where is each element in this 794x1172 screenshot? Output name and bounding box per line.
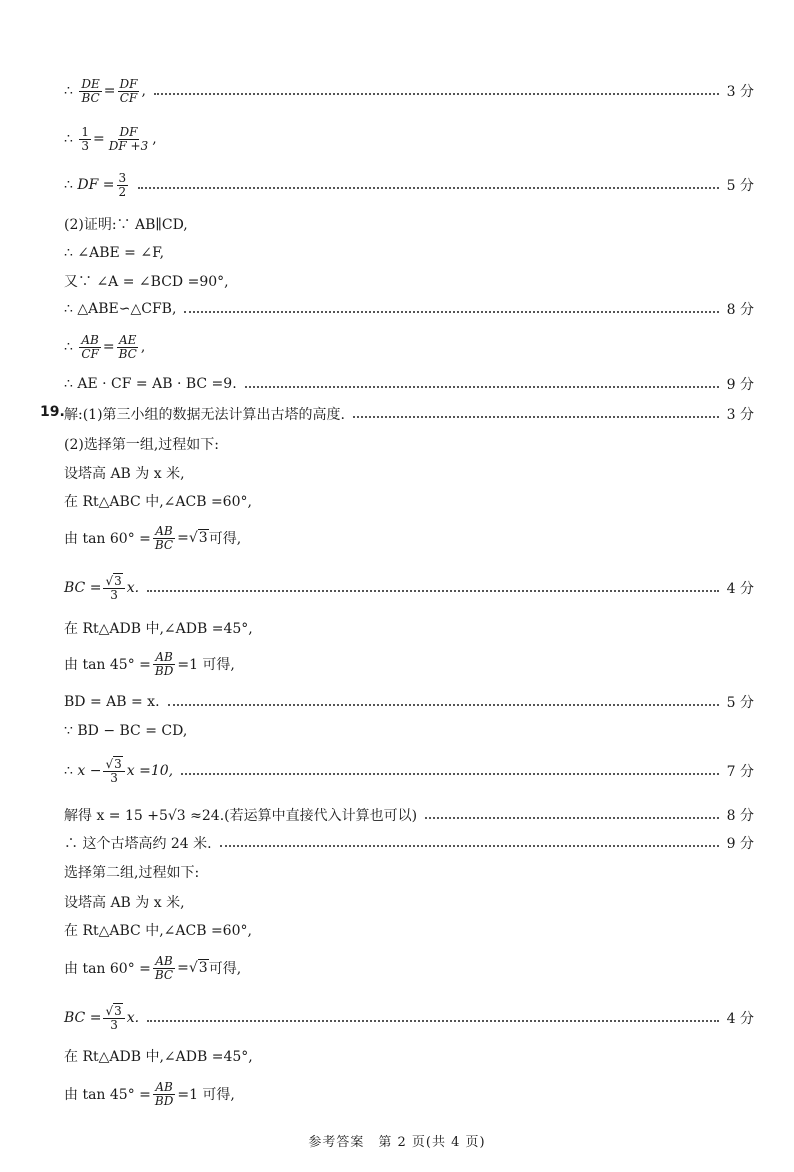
solution-line-20: ∴ x − $\frac{√3}{3}$ x =10, 7 分: [64, 756, 754, 785]
solution-line-24: 设塔高 AB 为 x 米,: [64, 895, 185, 911]
solution-line-4: (2)证明:∵ AB∥CD,: [64, 217, 188, 233]
solution-line-10: 解:(1)第三小组的数据无法计算出古塔的高度. 3 分: [64, 407, 754, 423]
solution-line-8: ∴ $\frac{AB}{CF}$ = $\frac{AE}{BC}$ ,: [64, 332, 146, 361]
solution-line-5: ∴ ∠ABE = ∠F,: [64, 245, 165, 261]
solution-line-23: 选择第二组,过程如下:: [64, 865, 200, 881]
fraction-1-3: $\frac{1}{3}$: [81, 124, 90, 153]
solution-line-1: ∴ $\frac{DE}{BC}$ = $\frac{DF}{CF}$ , 3 分: [64, 76, 754, 105]
solution-line-12: 设塔高 AB 为 x 米,: [64, 466, 185, 482]
fraction-ae-bc: $\frac{AE}{BC}$: [118, 332, 137, 361]
fraction-3-2: $\frac{3}{2}$: [118, 170, 127, 199]
solution-line-14: 由 tan 60° = $\frac{AB}{BC}$ = √3 可得,: [64, 523, 242, 552]
solution-line-21: 解得 x = 15 +5√3 ≈24.(若运算中直接代入计算也可以) 8 分: [64, 808, 754, 824]
sqrt-3: √3: [188, 530, 208, 546]
solution-line-15: BC = $\frac{√3}{3}$ x. 4 分: [64, 573, 754, 602]
solution-line-16: 在 Rt△ADB 中,∠ADB =45°,: [64, 621, 253, 637]
solution-line-22: ∴ 这个古塔高约 24 米. 9 分: [64, 836, 754, 852]
solution-line-13: 在 Rt△ABC 中,∠ACB =60°,: [64, 494, 252, 510]
solution-line-7: ∴ △ABE∽△CFB, 8 分: [64, 301, 754, 318]
solution-line-26: 由 tan 60° = $\frac{AB}{BC}$ = √3 可得,: [64, 953, 242, 982]
solution-line-29: 由 tan 45° = $\frac{AB}{BD}$ =1 可得,: [64, 1079, 235, 1108]
solution-line-2: ∴ $\frac{1}{3}$ = $\frac{DF}{DF +3}$ ,: [64, 124, 157, 153]
page-footer: 参考答案 第 2 页(共 4 页): [308, 1135, 486, 1150]
solution-line-28: 在 Rt△ADB 中,∠ADB =45°,: [64, 1049, 253, 1065]
leader-dots: [154, 93, 719, 95]
solution-line-27: BC = $\frac{√3}{3}$ x. 4 分: [64, 1003, 754, 1032]
solution-line-3: ∴ DF = $\frac{3}{2}$ 5 分: [64, 170, 754, 199]
therefore-symbol: ∴: [64, 83, 73, 99]
solution-line-11: (2)选择第一组,过程如下:: [64, 437, 219, 453]
score-label: 3 分: [726, 84, 754, 100]
solution-line-18: BD = AB = x. 5 分: [64, 694, 754, 711]
solution-line-19: ∵ BD − BC = CD,: [64, 723, 188, 739]
solution-line-6: 又∵ ∠A = ∠BCD =90°,: [64, 274, 229, 290]
question-number: 19.: [40, 404, 65, 420]
solution-line-9: ∴ AE · CF = AB · BC =9. 9 分: [64, 376, 754, 393]
fraction-de-bc: $\frac{DE}{BC}$: [81, 76, 100, 105]
fraction-ab-cf: $\frac{AB}{CF}$: [81, 332, 99, 361]
solution-line-17: 由 tan 45° = $\frac{AB}{BD}$ =1 可得,: [64, 649, 235, 678]
fraction-df-cf: $\frac{DF}{CF}$: [119, 76, 138, 105]
solution-line-25: 在 Rt△ABC 中,∠ACB =60°,: [64, 923, 252, 939]
fraction-df-dfp3: $\frac{DF}{DF +3}$: [108, 124, 149, 153]
